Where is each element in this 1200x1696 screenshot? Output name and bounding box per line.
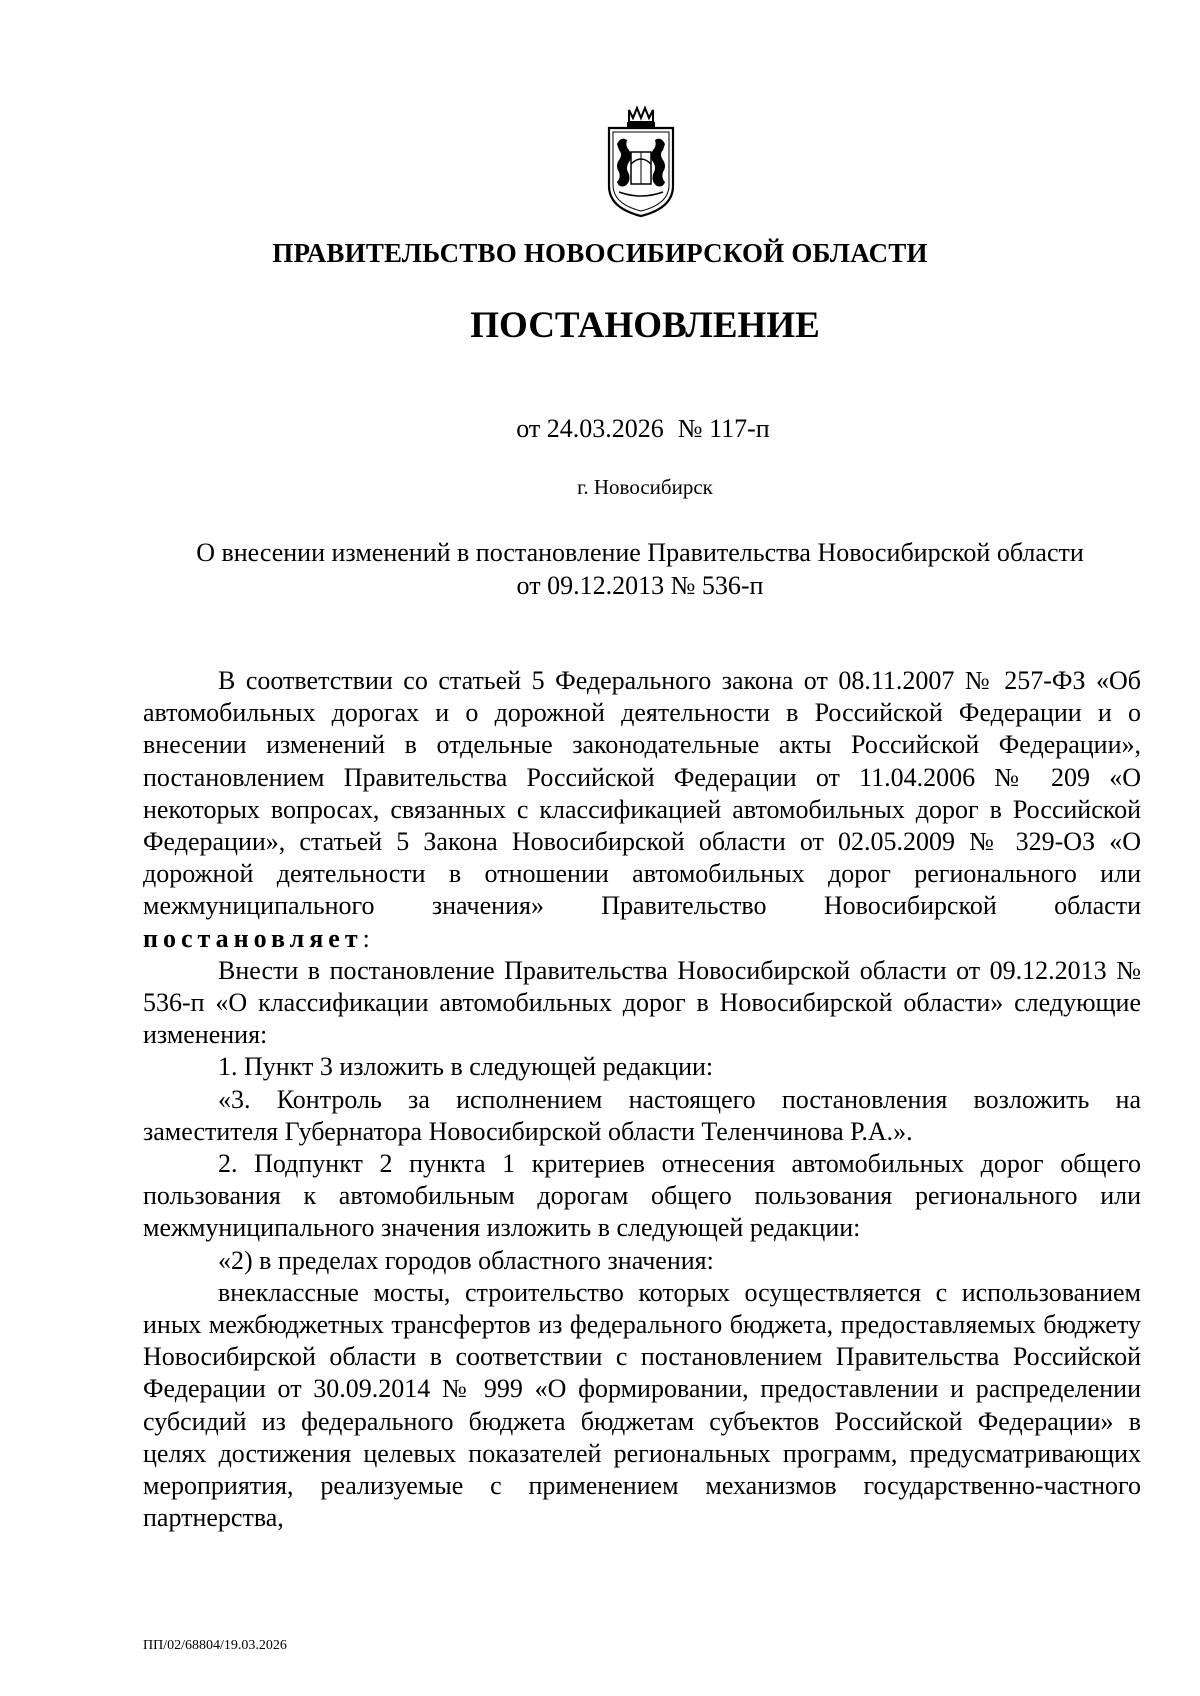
paragraph-item-1-text: «3. Контроль за исполнением настоящего постановления возложить на заместителя Губернатора Новосибирской области Теленчинова Р.А.». [143,1084,1141,1146]
document-number: № 117-п [677,414,770,443]
document-subject [140,536,1140,602]
paragraph-amend: Внести в постановление Правительства Новосибирской области от 09.12.2013 № 536-п «О классификации автомобильных дорог в Новосибирской области» следующие изменения: [143,955,1141,1050]
organization-title: ПРАВИТЕЛЬСТВО НОВОСИБИРСКОЙ ОБЛАСТИ [272,238,928,268]
coat-of-arms-icon [603,104,679,218]
paragraph-item-2: 2. Подпункт 2 пункта 1 критериев отнесения автомобильных дорог общего пользования к автомобильным дорогам общего пользования регионального или межмуниципального значения изложить в следующей редакции: [143,1149,1141,1243]
document-date: от 24.03.2026 [516,414,664,443]
document-type: ПОСТАНОВЛЕНИЕ [470,305,820,346]
footer-document-code: ПП/02/68804/19.03.2026 [143,1638,287,1653]
document-date-number [0,414,1200,444]
subject-line-1: О внесении изменений в постановление Правительства Новосибирской области [196,538,1084,567]
paragraph-subitem-2: «2) в пределах городов областного значения: [218,1245,714,1275]
preamble-colon: : [362,923,370,953]
resolves-word: постановляет [143,923,363,953]
paragraph-bridges: внеклассные мосты, строительство которых осуществляется с использованием иных межбюджетных трансфертов из федерального бюджета, предоставляемых бюджету Новосибирской области в соответствии с постановлением Правительства Российской Федерации от 30.09.2014 № 999 «О формировании, предоставлении и распределении субсидий из федерального бюджета бюджетам субъектов Российской Федерации» в целях достижения целевых показателей региональных программ, предусматривающих мероприятия, реализуемые с применением механизмов государственно-частного партнерства, [143,1277,1141,1533]
document-city: г. Новосибирск [577,475,713,499]
document-body [143,665,1141,1534]
preamble-text: В соответствии со статьей 5 Федерального закона от 08.11.2007 № 257-ФЗ «Об автомобильных дорогах и о дорожной деятельности в Российской Федерации и о внесении изменений в отдельные законодательные акты Российской Федерации», постановлением Правительства Российской Федерации от 11.04.2006 № 209 «О некоторых вопросах, связанных с классификацией автомобильных дорог в Российской Федерации», статьей 5 Закона Новосибирской области от 02.05.2009 № 329-ОЗ «О дорожной деятельности в отношении автомобильных дорог регионального или межмуниципального значения» Правительство Новосибирской области [143,666,1141,921]
subject-line-2: от 09.12.2013 № 536-п [516,571,764,600]
paragraph-item-1: 1. Пункт 3 изложить в следующей редакции: [218,1052,714,1082]
paragraph-preamble [143,665,1141,955]
